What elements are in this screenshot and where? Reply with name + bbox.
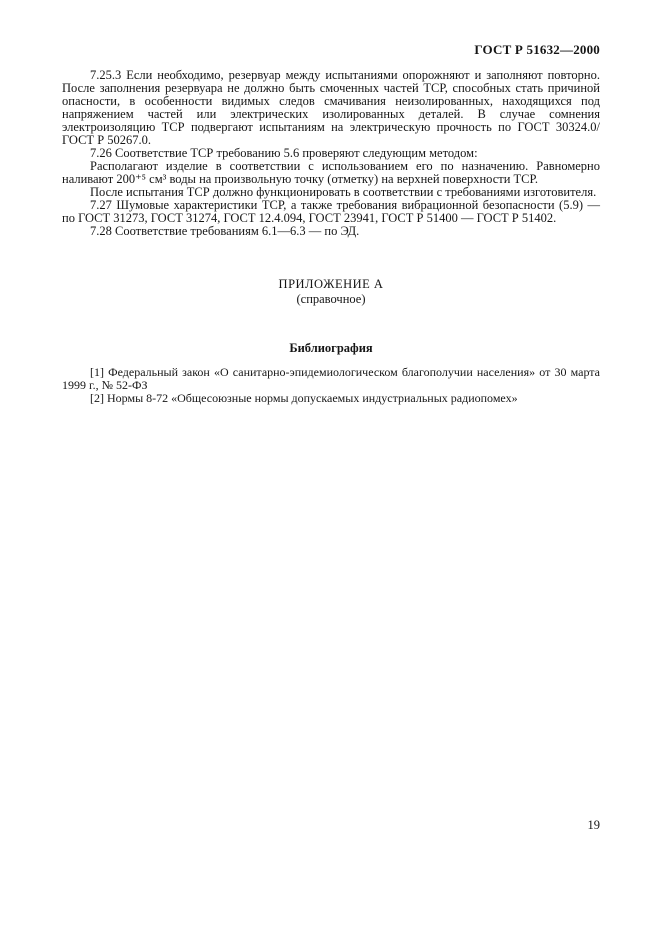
page-number: 19 [587, 818, 600, 832]
bibliography-heading: Библиография [289, 341, 373, 355]
body-paragraph-after-test: После испытания ТСР должно функционировать в соответствии с требованиями изготовителя. [90, 185, 597, 199]
body-paragraph-water-test: Располагают изделие в соответствии с использованием его по назначению. Равномерно наливают 200⁺⁵ см³ воды на произвольную точку (отметку) на верхней поверхности ТСР. [62, 159, 600, 186]
appendix-subtitle: (справочное) [296, 292, 366, 306]
bibliography-item-2: [2] Нормы 8-72 «Общесоюзные нормы допускаемых индустриальных радиопомех» [90, 390, 518, 405]
standard-designation: ГОСТ Р 51632—2000 [474, 42, 600, 57]
body-paragraph-7-26: 7.26 Соответствие ТСР требованию 5.6 проверяют следующим методом: [90, 146, 478, 160]
body-text [62, 69, 600, 238]
bibliography-item-1: [1] Федеральный закон «О санитарно-эпидемиологическом благополучии населения» от 30 марта 1999 г., № 52-ФЗ [62, 365, 600, 392]
body-paragraph-7-28: 7.28 Соответствие требованиям 6.1—6.3 — по ЭД. [90, 224, 360, 238]
body-paragraph-7-25-3: 7.25.3 Если необходимо, резервуар между испытаниями опорожняют и заполняют повторно. После заполнения резервуара не должно быть смоченных частей ТСР, способных стать причиной опасности, в особенности видимых следов смачивания неизолированных, находящихся под напряжением частей или электрических изолированных деталей. В случае сомнения электроизоляцию ТСР подвергают испытаниям на электрическую прочность по ГОСТ 30324.0/ ГОСТ Р 50267.0. [62, 68, 600, 147]
appendix-title: ПРИЛОЖЕНИЕ А [278, 277, 384, 291]
body-paragraph-7-27: 7.27 Шумовые характеристики ТСР, а также требования вибрационной безопасности (5.9) — по ГОСТ 31273, ГОСТ 31274, ГОСТ 12.4.094, ГОСТ 23941, ГОСТ Р 51400 — ГОСТ Р 51402. [62, 198, 600, 225]
appendix-a [62, 277, 600, 307]
bibliography-list [62, 366, 600, 404]
